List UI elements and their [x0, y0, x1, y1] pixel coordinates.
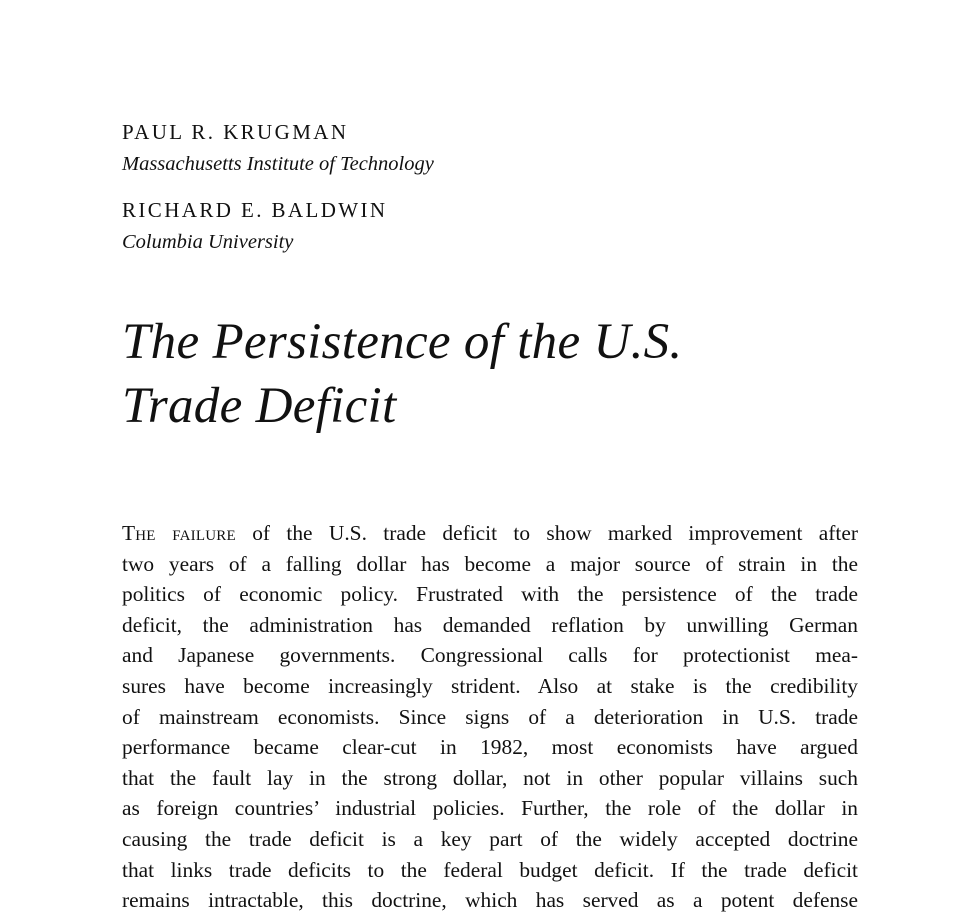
title-line-1: The Persistence of the U.S.	[122, 314, 683, 370]
body-line: remains intractable, this doctrine, which has served as a potent defense	[122, 888, 858, 913]
body-line: deficit, the administration has demanded reflation by unwilling German	[122, 612, 858, 637]
author-affiliation-2: Columbia University	[122, 231, 294, 253]
body-line: that links trade deficits to the federal budget deficit. If the trade deficit	[122, 857, 858, 882]
author-affiliation-1: Massachusetts Institute of Technology	[122, 153, 434, 175]
first-line-rest: of the U.S. trade deficit to show marked improvement after	[235, 521, 858, 545]
body-line: politics of economic policy. Frustrated with the persistence of the trade	[122, 582, 858, 607]
body-line: performance became clear-cut in 1982, most economists have argued	[122, 735, 858, 760]
body-line: sures have become increasingly strident. Also at stake is the credibility	[122, 673, 858, 698]
title-line-2: Trade Deficit	[122, 378, 397, 434]
author-name-2: RICHARD E. BALDWIN	[122, 198, 388, 222]
body-line: of mainstream economists. Since signs of a deterioration in U.S. trade	[122, 704, 858, 729]
body-line: that the fault lay in the strong dollar, not in other popular villains such	[122, 765, 858, 790]
body-line: as foreign countries’ industrial policies. Further, the role of the dollar in	[122, 796, 858, 821]
paper-title	[122, 310, 882, 438]
body-line: two years of a falling dollar has become a major source of strain in the	[122, 551, 858, 576]
lead-smallcaps: The failure	[122, 521, 236, 545]
body-line: and Japanese governments. Congressional calls for protectionist mea-	[122, 643, 858, 668]
body-paragraph	[122, 518, 858, 916]
body-line: causing the trade deficit is a key part of the widely accepted doctrine	[122, 826, 858, 851]
body-line-first	[122, 518, 858, 549]
author-name-1: PAUL R. KRUGMAN	[122, 120, 349, 144]
